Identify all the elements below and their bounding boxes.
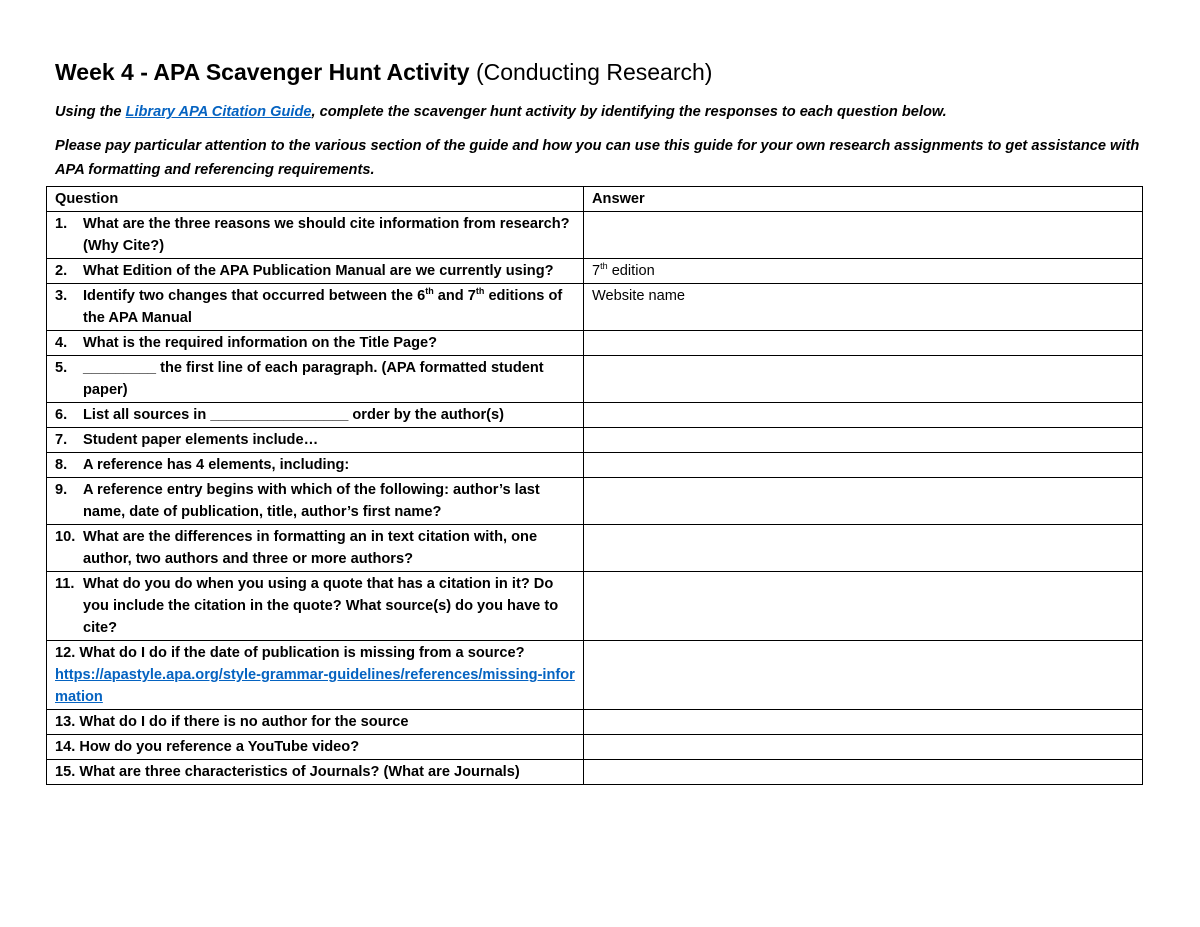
header-question: Question xyxy=(47,187,584,212)
question-text: What is the required information on the Title Page? xyxy=(83,335,438,351)
answer-cell[interactable] xyxy=(584,735,1143,760)
question-text: What Edition of the APA Publication Manual are we currently using? xyxy=(83,263,554,279)
table-row xyxy=(47,212,1143,259)
table-row xyxy=(47,453,1143,478)
table-header-row xyxy=(47,187,1143,212)
answer-cell[interactable] xyxy=(584,478,1143,525)
intro-paragraph-2: Please pay particular attention to the various section of the guide and how you can use this guide for your own research assignments to get assistance with APA formatting and referencing requirements. xyxy=(55,138,1140,178)
answer-cell[interactable] xyxy=(584,428,1143,453)
question-superscript: th xyxy=(475,286,485,297)
table-row xyxy=(47,284,1143,331)
table-row xyxy=(47,572,1143,641)
table-row xyxy=(47,403,1143,428)
table-row xyxy=(47,641,1143,710)
header-answer: Answer xyxy=(584,187,1143,212)
answer-text: 7 xyxy=(592,263,601,279)
question-text-part: and 7 xyxy=(433,288,476,304)
question-text-part: editions of the APA Manual xyxy=(83,288,563,326)
table-row xyxy=(47,331,1143,356)
answer-cell[interactable] xyxy=(584,212,1143,259)
question-text-part: Identify two changes that occurred between the 6 xyxy=(83,288,426,304)
answer-cell[interactable] xyxy=(584,710,1143,735)
question-text xyxy=(83,285,575,329)
title-subtitle: (Conducting Research) xyxy=(469,59,713,85)
question-number: 11. xyxy=(55,576,75,592)
table-row xyxy=(47,525,1143,572)
answer-cell[interactable] xyxy=(584,453,1143,478)
answer-cell[interactable] xyxy=(584,259,1143,284)
question-cell xyxy=(47,403,584,428)
question-text: A reference has 4 elements, including: xyxy=(83,457,350,473)
question-text: Student paper elements include… xyxy=(83,432,319,448)
question-number: 10. xyxy=(55,529,76,545)
question-cell xyxy=(47,284,584,331)
question-cell xyxy=(47,572,584,641)
question-text: 15. What are three characteristics of Journals? (What are Journals) xyxy=(47,760,584,785)
page-title xyxy=(55,56,1142,88)
question-cell xyxy=(47,453,584,478)
question-text: What do you do when you using a quote that has a citation in it? Do you include the citation in the quote? What source(s) do you have to cite? xyxy=(83,576,559,636)
question-text: 12. What do I do if the date of publication is missing from a source? xyxy=(55,645,525,661)
question-text: _________ the first line of each paragraph. (APA formatted student paper) xyxy=(83,360,544,398)
question-text: 13. What do I do if there is no author for the source xyxy=(47,710,584,735)
question-number: 3. xyxy=(55,288,68,304)
question-number: 7. xyxy=(55,432,68,448)
document-content xyxy=(46,56,1142,785)
answer-superscript: th xyxy=(600,261,608,272)
question-cell xyxy=(47,331,584,356)
intro-text-start: Using the xyxy=(55,104,126,120)
table-row xyxy=(47,735,1143,760)
answer-cell[interactable] xyxy=(584,331,1143,356)
question-number: 4. xyxy=(55,335,68,351)
table-row xyxy=(47,259,1143,284)
question-cell xyxy=(47,641,584,710)
question-cell xyxy=(47,259,584,284)
question-number: 2. xyxy=(55,263,68,279)
answer-cell[interactable] xyxy=(584,760,1143,785)
question-cell xyxy=(47,525,584,572)
question-cell xyxy=(47,212,584,259)
question-number: 9. xyxy=(55,482,68,498)
table-row xyxy=(47,428,1143,453)
library-apa-guide-link[interactable]: Library APA Citation Guide xyxy=(125,104,312,120)
table-row xyxy=(47,710,1143,735)
intro-text-end: , complete the scavenger hunt activity by identifying the responses to each question below. xyxy=(311,104,947,120)
question-cell xyxy=(47,478,584,525)
question-superscript: th xyxy=(425,286,434,297)
question-text: A reference entry begins with which of the following: author’s last name, date of publication, title, author’s first name? xyxy=(83,482,540,520)
answer-cell[interactable] xyxy=(584,641,1143,710)
question-number: 1. xyxy=(55,216,68,232)
apa-missing-information-link[interactable]: https://apastyle.apa.org/style-grammar-guidelines/references/missing-information xyxy=(55,667,575,705)
question-text: List all sources in _________________ order by the author(s) xyxy=(83,407,504,423)
title-bold: Week 4 - APA Scavenger Hunt Activity xyxy=(55,59,470,85)
intro-instructions xyxy=(55,100,1142,124)
answer-cell[interactable]: Website name xyxy=(584,284,1143,331)
answer-cell[interactable] xyxy=(584,356,1143,403)
answer-cell[interactable] xyxy=(584,525,1143,572)
question-number: 8. xyxy=(55,457,68,473)
table-row xyxy=(47,478,1143,525)
question-cell xyxy=(47,356,584,403)
question-text: What are the differences in formatting an in text citation with, one author, two authors and three or more authors? xyxy=(83,529,538,567)
scavenger-hunt-table xyxy=(46,186,1143,785)
question-text: 14. How do you reference a YouTube video? xyxy=(47,735,584,760)
table-row xyxy=(47,356,1143,403)
question-number: 6. xyxy=(55,407,68,423)
question-cell xyxy=(47,428,584,453)
answer-cell[interactable] xyxy=(584,403,1143,428)
table-row xyxy=(47,760,1143,785)
answer-cell[interactable] xyxy=(584,572,1143,641)
question-number: 5. xyxy=(55,360,68,376)
question-text: What are the three reasons we should cite information from research? (Why Cite?) xyxy=(83,216,570,254)
answer-text-rest: edition xyxy=(607,263,655,279)
